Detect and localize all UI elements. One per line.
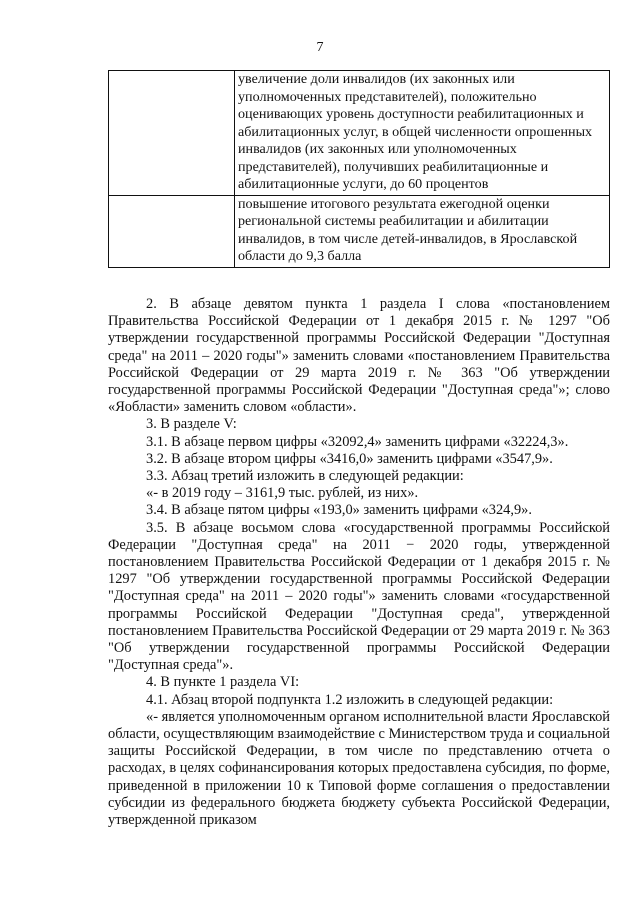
table-cell-empty xyxy=(109,195,235,267)
paragraph-item-3-3: 3.3. Абзац третий изложить в следующей редакции: xyxy=(146,468,464,485)
document-body xyxy=(108,296,610,829)
paragraph-item-4: 4. В пункте 1 раздела VI: xyxy=(146,674,300,691)
table-cell-indicator: повышение итогового результата ежегодной оценки региональной системы реабилитации и абилитации инвалидов, в том числе детей-инвалидов, в Ярославской области до 9,3 балла xyxy=(235,195,610,267)
page-number: 7 xyxy=(316,40,324,55)
paragraph-item-3-1: 3.1. В абзаце первом цифры «32092,4» заменить цифрами «32224,3». xyxy=(146,433,569,450)
paragraph-item-2: 2. В абзаце девятом пункта 1 раздела I слова «постановлением Правительства Российской Федерации от 1 декабря 2015 г. № 1297 "Об утверждении государственной программы Российской Федерации "Доступная среда" на 2011 – 2020 годы"» заменить словами «постановлением Правительства Российской Федерации от 29 марта 2019 г. № 363 "Об утверждении государственной программы Российской Федерации "Доступная среда"»; слово «Яобласти» заменить словом «области». xyxy=(108,296,610,416)
table-cell-empty xyxy=(109,71,235,196)
paragraph-item-3-2: 3.2. В абзаце втором цифры «3416,0» заменить цифрами «3547,9». xyxy=(146,450,553,467)
paragraph-item-4-1: 4.1. Абзац второй подпункта 1.2 изложить в следующей редакции: xyxy=(146,691,554,708)
table-row xyxy=(109,71,610,196)
paragraph-item-3-5: 3.5. В абзаце восьмом слова «государственной программы Российской Федерации "Доступная среда" на 2011 − 2020 годы, утвержденной постановлением Правительства Российской Федерации от 1 декабря 2015 г. № 1297 "Об утверждении государственной программы Российской Федерации "Доступная среда" на 2011 – 2020 годы"» заменить словами «государственной программы Российской Федерации "Доступная среда", утвержденной постановлением Правительства Российской Федерации от 29 марта 2019 г. № 363 "Об утверждении государственной программы Российской Федерации "Доступная среда"». xyxy=(108,519,610,674)
paragraph-quote-4-1: «- является уполномоченным органом исполнительной власти Ярославской области, осуществляющим взаимодействие с Министерством труда и социальной защиты Российской Федерации, в том числе по представлению отчета о расходах, в целях софинансирования которых предоставлена субсидия, по форме, приведенной в приложении 10 к Типовой форме соглашения о предоставлении субсидии из федерального бюджета бюджету субъекта Российской Федерации, утвержденной приказом xyxy=(108,708,610,829)
paragraph-quote-3-3: «- в 2019 году – 3161,9 тыс. рублей, из них». xyxy=(146,485,419,502)
paragraph-item-3-4: 3.4. В абзаце пятом цифры «193,0» заменить цифрами «324,9». xyxy=(146,502,532,519)
table-cell-indicator: увеличение доли инвалидов (их законных или уполномоченных представителей), положительно оценивающих уровень доступности реабилитационных и абилитационных услуг, в общей численности опрошенных инвалидов (их законных или уполномоченных представителей), получивших реабилитационные и абилитационные услуги, до 60 процентов xyxy=(235,71,610,196)
table-row xyxy=(109,195,610,267)
paragraph-item-3: 3. В разделе V: xyxy=(146,416,237,433)
indicators-table xyxy=(108,70,610,268)
